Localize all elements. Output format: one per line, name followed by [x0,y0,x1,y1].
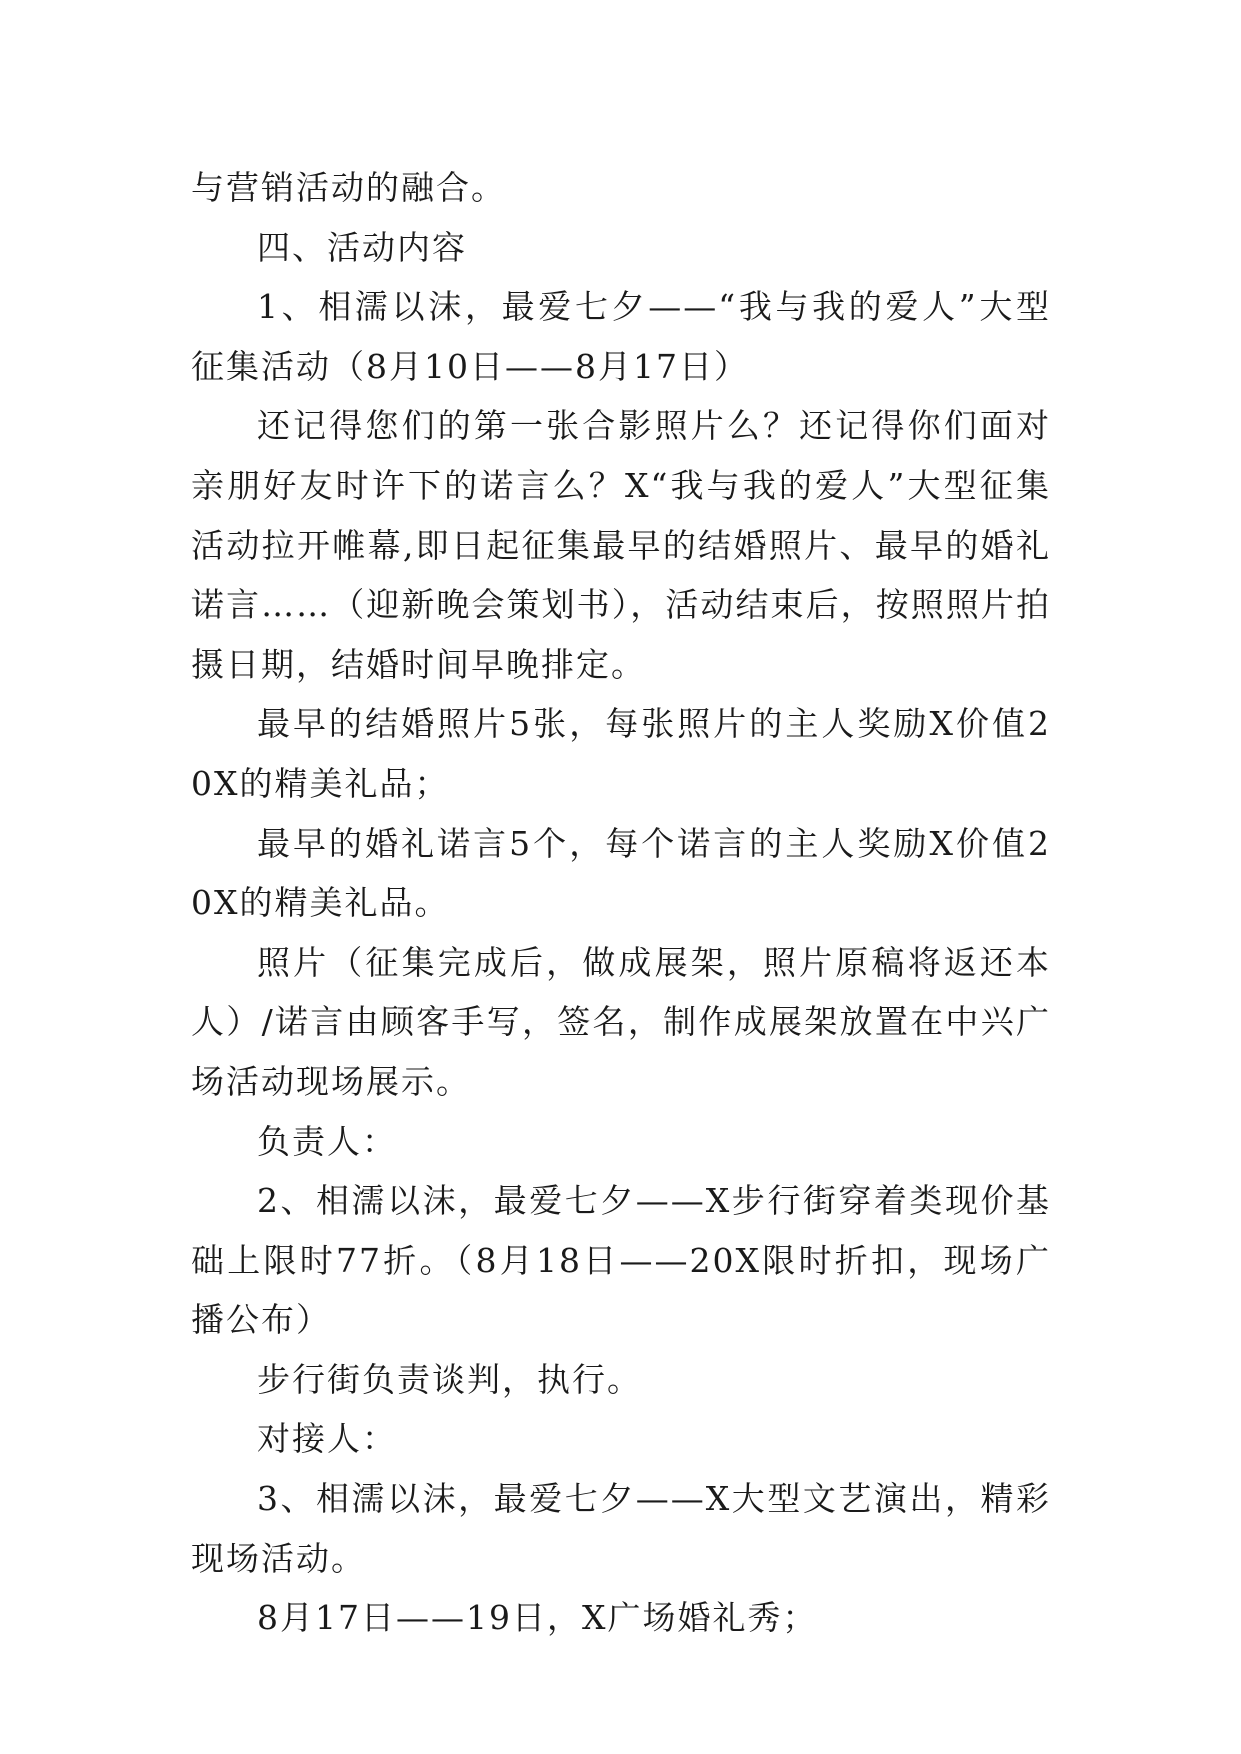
negotiation-note: 步行街负责谈判，执行。 [257,1359,642,1399]
activity-item-1-description: 还记得您们的第一张合影照片么？还记得你们面对亲朋好友时许下的诺言么？X“我与我的爱人”大型征集活动拉开帷幕,即日起征集最早的结婚照片、最早的婚礼诺言……（迎新晚会策划书），活动结束后，按照照片拍摄日期，结婚时间早晚排定。 [191,406,1051,684]
section-heading-activity-content: 四、活动内容 [257,227,467,267]
activity-item-1-title: 1、相濡以沫，最爱七夕——“我与我的爱人”大型征集活动（8月10日——8月17日） [191,287,1051,386]
prize-wedding-vows: 最早的婚礼诺言5个，每个诺言的主人奖励X价值20X的精美礼品。 [191,823,1051,923]
paragraph-continuation: 与营销活动的融合。 [191,168,506,207]
responsible-person-label: 负责人： [257,1121,397,1161]
contact-person-label: 对接人： [257,1419,397,1459]
display-arrangement: 照片（征集完成后，做成展架，照片原稿将返还本人）/诺言由顾客手写，签名，制作成展架放置在中兴广场活动现场展示。 [191,942,1051,1101]
activity-item-2-title: 2、相濡以沫，最爱七夕——X步行街穿着类现价基础上限时77折。（8月18日——20X限时折扣，现场广播公布） [191,1181,1051,1340]
activity-item-3-title: 3、相濡以沫，最爱七夕——X大型文艺演出，精彩现场活动。 [191,1479,1051,1578]
prize-wedding-photos: 最早的结婚照片5张，每张照片的主人奖励X价值20X的精美礼品； [191,704,1051,803]
document-body [191,158,1051,1648]
schedule-wedding-show: 8月17日——19日，X广场婚礼秀； [257,1598,818,1638]
